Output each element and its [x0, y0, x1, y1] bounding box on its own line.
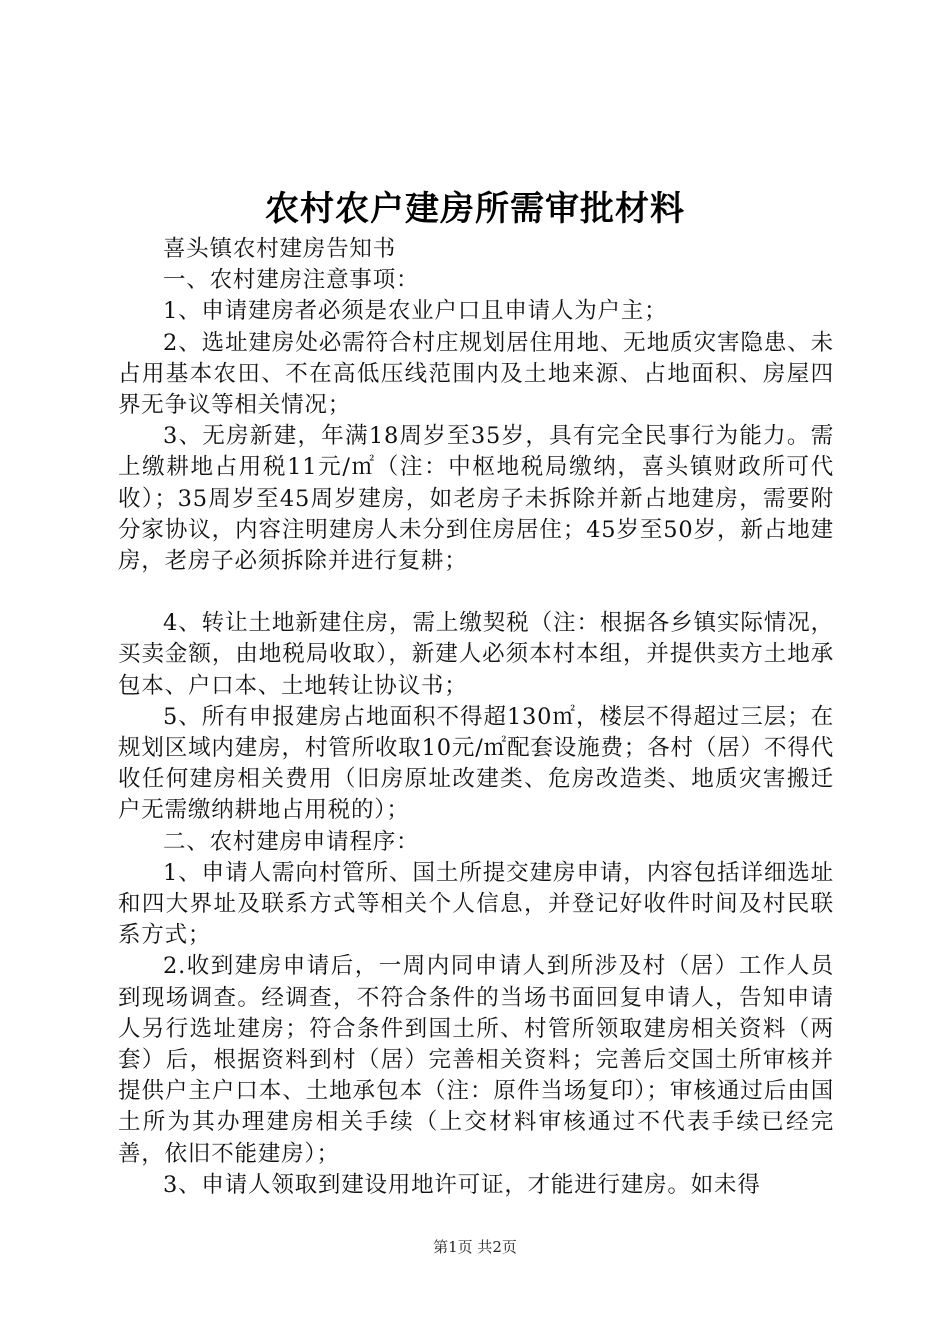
precaution-item-4: 4、转让土地新建住房，需上缴契税（注：根据各乡镇实际情况，买卖金额，由地税局收取），新建人必须本村本组，并提供卖方土地承包本、户口本、土地转让协议书；: [118, 610, 834, 699]
notice-heading: 喜头镇农村建房告知书: [163, 236, 397, 262]
procedure-item-3: 3、申请人领取到建设用地许可证，才能进行建房。如未得: [163, 1171, 761, 1198]
procedure-item-2: 2.收到建房申请后，一周内同申请人到所涉及村（居）工作人员到现场调查。经调查，不符合条件的当场书面回复申请人，告知申请人另行选址建房；符合条件到国土所、村管所领取建房相关资料（两套）后，根据资料到村（居）完善相关资料；完善后交国土所审核并提供户主户口本、土地承包本（注：原件当场复印）；审核通过后由国土所为其办理建房相关手续（上交材料审核通过不代表手续已经完善，依旧不能建房）；: [118, 953, 834, 1167]
document-body: [118, 234, 834, 1201]
document-title: 农村农户建房所需审批材料: [265, 189, 685, 229]
precaution-item-1: 1、申请建房者必须是农业户口且申请人为户主；: [163, 298, 668, 325]
section-heading-procedure: 二、农村建房申请程序：: [163, 828, 420, 855]
precaution-item-2: 2、选址建房处必需符合村庄规划居住用地、无地质灾害隐患、未占用基本农田、不在高低压线范围内及土地来源、占地面积、房屋四界无争议等相关情况；: [118, 329, 834, 419]
precaution-item-3: 3、无房新建，年满18周岁至35岁，具有完全民事行为能力。需上缴耕地占用税11元/㎡（注：中枢地税局缴纳，喜头镇财政所可代收）；35周岁至45周岁建房，如老房子未拆除并新占地建房，需要附分家协议，内容注明建房人未分到住房居住；45岁至50岁，新占地建房，老房子必须拆除并进行复耕；: [118, 423, 834, 575]
precaution-item-5: 5、所有申报建房占地面积不得超130㎡，楼层不得超过三层；在规划区域内建房，村管所收取10元/㎡配套设施费；各村（居）不得代收任何建房相关费用（旧房原址改建类、危房改造类、地质灾害搬迁户无需缴纳耕地占用税的）；: [118, 703, 834, 824]
section-heading-precautions: 一、农村建房注意事项：: [163, 267, 420, 294]
procedure-item-1: 1、申请人需向村管所、国土所提交建房申请，内容包括详细选址和四大界址及联系方式等相关个人信息，并登记好收件时间及村民联系方式；: [118, 859, 834, 949]
page-number-footer: 第1页 共2页: [433, 1238, 517, 1256]
